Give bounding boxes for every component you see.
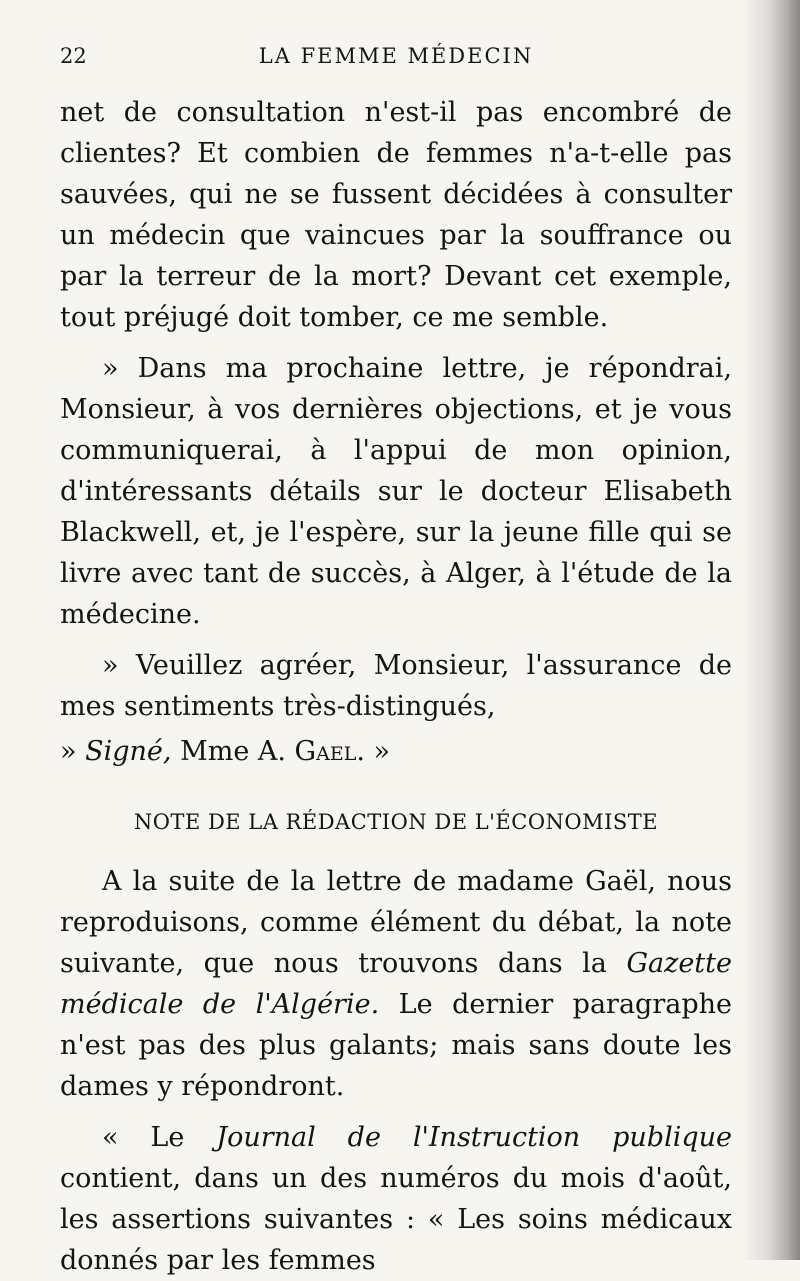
signature-close-quote: » xyxy=(364,736,391,767)
paragraph-journal-quote xyxy=(60,1117,732,1281)
section-heading: NOTE DE LA RÉDACTION DE L'ÉCONOMISTE xyxy=(133,810,659,834)
signature-open-quote: » xyxy=(60,736,86,767)
note-text-a: A la suite de la lettre de madame Gaël, nous reproduisons, comme élément du débat, la note suivante, que nous trouvons dans la xyxy=(60,866,732,979)
signature-line xyxy=(60,731,732,772)
journal-title: Journal de l'Instruction publique xyxy=(216,1122,732,1153)
paragraph-editorial-note xyxy=(60,861,732,1107)
quote-text-a: « Le xyxy=(102,1122,217,1153)
signature-title: Mme xyxy=(171,736,250,767)
body-text xyxy=(60,92,732,1281)
gazette-title: Gazette médicale de l'Algérie. xyxy=(60,948,732,1020)
running-title: LA FEMME MÉDECIN xyxy=(258,44,534,68)
paragraph-next-letter: » Dans ma prochaine lettre, je répondrai, Monsieur, à vos dernières objections, et je vous communiquerai, à l'appui de mon opinion, d'intéressants détails sur le docteur Elisabeth Blackwell, et, je l'espère, sur la jeune fille qui se livre avec tant de succès, à Alger, à l'étude de la médecine. xyxy=(60,353,732,630)
page-gutter-shadow xyxy=(742,0,800,1260)
signature-name: A. Gael. xyxy=(249,736,365,767)
signature-signe: Signé, xyxy=(85,736,172,767)
note-text-b: Le dernier paragraphe n'est pas des plus galants; mais sans doute les dames y répondront. xyxy=(60,989,732,1102)
running-header xyxy=(60,44,732,78)
page-number: 22 xyxy=(60,44,87,68)
paragraph-closing: » Veuillez agréer, Monsieur, l'assurance de mes sentiments très-distingués, xyxy=(60,650,732,722)
quote-text-b: contient, dans un des numéros du mois d'août, les assertions suivantes : « Les soins médicaux donnés par les femmes xyxy=(60,1163,732,1276)
paragraph-continuation: net de consultation n'est-il pas encombré de clientes? Et combien de femmes n'a-t-elle pas sauvées, qui ne se fussent décidées à consulter un médecin que vaincues par la souffrance ou par la terreur de la mort? Devant cet exemple, tout préjugé doit tomber, ce me semble. xyxy=(60,97,732,333)
